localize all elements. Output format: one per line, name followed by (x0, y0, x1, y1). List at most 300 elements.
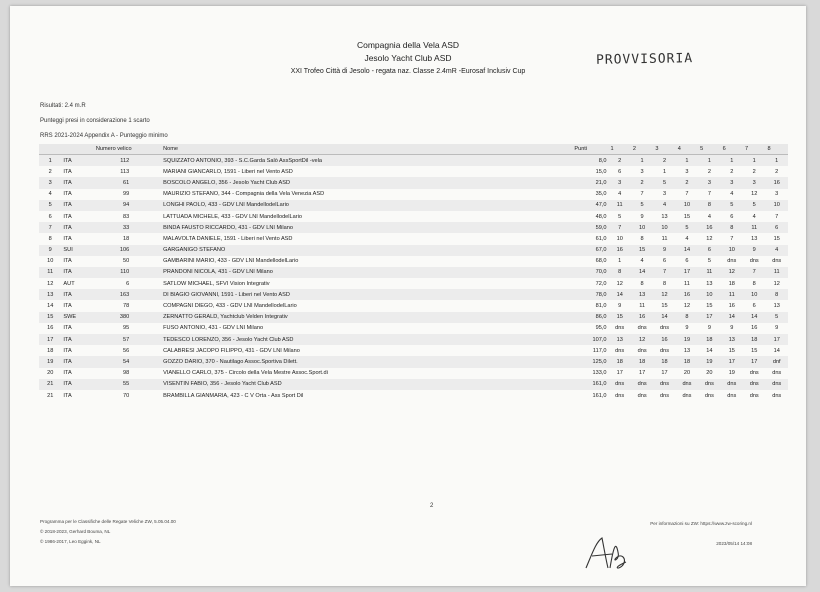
nation-cell: ITA (61, 267, 93, 278)
race-7-cell: 7 (743, 267, 765, 278)
race-7-cell: 6 (743, 300, 765, 311)
race-2-cell: 2 (631, 177, 653, 188)
footer-info-link: Per informazioni su ZW: https://www.zw-scoring.nl (650, 521, 752, 526)
race-5-cell: 17 (698, 312, 720, 323)
race-2-cell: 14 (631, 267, 653, 278)
points-cell: 133,0 (572, 368, 608, 379)
nation-cell: ITA (61, 300, 93, 311)
race-3-cell: 17 (653, 368, 675, 379)
position-cell: 4 (39, 189, 61, 200)
nation-cell: ITA (61, 222, 93, 233)
table-row (39, 323, 788, 334)
race-5-cell: 2 (698, 166, 720, 177)
race-8-cell: 16 (765, 177, 788, 188)
race-6-cell: 4 (721, 189, 743, 200)
race-2-cell: 15 (631, 245, 653, 256)
points-cell: 59,0 (572, 222, 608, 233)
position-cell: 2 (39, 166, 61, 177)
spacer-cell (131, 166, 161, 177)
sail-number-cell: 6 (94, 278, 131, 289)
race-7-cell: dns (743, 368, 765, 379)
table-row (39, 245, 788, 256)
points-cell: 48,0 (572, 211, 608, 222)
name-cell: GOZZO DARIO, 370 - Nautilago Assoc.Sportiva Dilett. (161, 356, 572, 367)
race-6-cell: 14 (721, 312, 743, 323)
race-8-cell: 12 (765, 278, 788, 289)
signature (582, 534, 642, 574)
race-5-cell: 16 (698, 222, 720, 233)
footer-copyright-2: © 1986-2017, Leo Eggink, NL (40, 539, 101, 544)
race-6-cell: 7 (721, 233, 743, 244)
spacer-cell (131, 390, 161, 401)
spacer-cell (131, 368, 161, 379)
race-5-cell: 14 (698, 345, 720, 356)
race-2-cell: 8 (631, 278, 653, 289)
race-5-cell: 3 (698, 177, 720, 188)
race-3-cell: dns (653, 345, 675, 356)
race-4-cell: dns (676, 379, 698, 390)
race-5-cell: 11 (698, 267, 720, 278)
race-1-cell: dns (608, 390, 630, 401)
race-7-cell: 11 (743, 222, 765, 233)
race-6-cell: 13 (721, 334, 743, 345)
spacer-cell (131, 300, 161, 311)
race-2-cell: dns (631, 379, 653, 390)
name-cell: GARGANIGO STEFANO (161, 245, 572, 256)
race-7-cell: dns (743, 256, 765, 267)
race-4-cell: 14 (676, 245, 698, 256)
nation-cell: ITA (61, 233, 93, 244)
race-1-cell: 10 (608, 233, 630, 244)
header-race-3: 3 (653, 144, 675, 155)
name-cell: LONGHI PAOLO, 433 - GDV LNI MandellodelLario (161, 200, 572, 211)
nation-cell: ITA (61, 390, 93, 401)
nation-cell: ITA (61, 368, 93, 379)
race-6-cell: 9 (721, 323, 743, 334)
spacer-cell (131, 278, 161, 289)
race-4-cell: 2 (676, 177, 698, 188)
table-row (39, 155, 788, 167)
points-cell: 70,0 (572, 267, 608, 278)
header-race-7: 7 (743, 144, 765, 155)
race-1-cell: 3 (608, 177, 630, 188)
race-5-cell: dns (698, 379, 720, 390)
race-4-cell: 4 (676, 233, 698, 244)
race-1-cell: 16 (608, 245, 630, 256)
race-7-cell: 15 (743, 345, 765, 356)
name-cell: VIANELLO CARLO, 375 - Circolo della Vela Mestre Assoc.Sport.di (161, 368, 572, 379)
race-7-cell: 9 (743, 245, 765, 256)
sail-number-cell: 113 (94, 166, 131, 177)
race-6-cell: 10 (721, 245, 743, 256)
position-cell: 7 (39, 222, 61, 233)
club-title: Compagnia della Vela ASD (356, 40, 460, 50)
race-6-cell: 6 (721, 211, 743, 222)
results-table (39, 144, 788, 401)
spacer-cell (131, 323, 161, 334)
race-3-cell: 7 (653, 267, 675, 278)
race-8-cell: dns (765, 256, 788, 267)
footer-timestamp: 2023/05/14 14:08 (716, 541, 752, 546)
race-1-cell: dns (608, 323, 630, 334)
race-8-cell: dns (765, 368, 788, 379)
race-3-cell: dns (653, 323, 675, 334)
sail-number-cell: 33 (94, 222, 131, 233)
header-race-8: 8 (765, 144, 788, 155)
race-7-cell: dns (743, 379, 765, 390)
race-8-cell: 15 (765, 233, 788, 244)
table-row (39, 289, 788, 300)
sail-number-cell: 83 (94, 211, 131, 222)
header-pos (39, 144, 61, 155)
sail-number-cell: 380 (94, 312, 131, 323)
race-1-cell: 5 (608, 211, 630, 222)
nation-cell: ITA (61, 256, 93, 267)
race-7-cell: 18 (743, 334, 765, 345)
points-cell: 68,0 (572, 256, 608, 267)
document-page (10, 6, 806, 586)
race-5-cell: dns (698, 390, 720, 401)
sail-number-cell: 163 (94, 289, 131, 300)
race-3-cell: 11 (653, 233, 675, 244)
race-4-cell: 20 (676, 368, 698, 379)
race-4-cell: 19 (676, 334, 698, 345)
table-row (39, 233, 788, 244)
race-8-cell: 7 (765, 211, 788, 222)
race-7-cell: 10 (743, 289, 765, 300)
points-cell: 15,0 (572, 166, 608, 177)
race-1-cell: 12 (608, 278, 630, 289)
race-8-cell: dns (765, 379, 788, 390)
race-2-cell: 9 (631, 211, 653, 222)
sail-number-cell: 50 (94, 256, 131, 267)
table-row (39, 189, 788, 200)
race-6-cell: 3 (721, 177, 743, 188)
sail-number-cell: 98 (94, 368, 131, 379)
race-6-cell: 15 (721, 345, 743, 356)
footer-copyright-1: © 2018-2023, Gerhard Bouma, NL (40, 529, 111, 534)
spacer-cell (131, 267, 161, 278)
race-2-cell: 7 (631, 189, 653, 200)
points-cell: 35,0 (572, 189, 608, 200)
results-class: Risultati: 2.4 m.R (40, 103, 86, 109)
race-6-cell: 18 (721, 278, 743, 289)
name-cell: SATLOW MICHAEL, SFVI Vision Integrativ (161, 278, 572, 289)
race-7-cell: 1 (743, 155, 765, 167)
race-4-cell: 5 (676, 222, 698, 233)
points-cell: 8,0 (572, 155, 608, 167)
name-cell: MALAVOLTA DANIELE, 1591 - Liberi nel Vento ASD (161, 233, 572, 244)
name-cell: LATTUADA MICHELE, 433 - GDV LNI MandellodelLario (161, 211, 572, 222)
race-7-cell: 3 (743, 177, 765, 188)
points-cell: 81,0 (572, 300, 608, 311)
sail-number-cell: 18 (94, 233, 131, 244)
race-2-cell: 5 (631, 200, 653, 211)
spacer-cell (131, 312, 161, 323)
name-cell: MAURIZIO STEFANO, 344 - Compagnia della Vela Venezia ASD (161, 189, 572, 200)
spacer-cell (131, 200, 161, 211)
nation-cell: ITA (61, 345, 93, 356)
race-1-cell: 7 (608, 222, 630, 233)
race-5-cell: 15 (698, 300, 720, 311)
race-3-cell: 8 (653, 278, 675, 289)
header-race-4: 4 (676, 144, 698, 155)
nation-cell: ITA (61, 323, 93, 334)
race-8-cell: 2 (765, 166, 788, 177)
points-cell: 61,0 (572, 233, 608, 244)
race-5-cell: 1 (698, 155, 720, 167)
points-cell: 107,0 (572, 334, 608, 345)
race-5-cell: 13 (698, 278, 720, 289)
table-row (39, 379, 788, 390)
race-7-cell: 5 (743, 200, 765, 211)
name-cell: GAMBARINI MARIO, 433 - GDV LNI MandellodelLario (161, 256, 572, 267)
race-2-cell: 1 (631, 155, 653, 167)
race-3-cell: 2 (653, 155, 675, 167)
position-cell: 10 (39, 256, 61, 267)
race-6-cell: 5 (721, 200, 743, 211)
nation-cell: SWE (61, 312, 93, 323)
race-8-cell: dns (765, 390, 788, 401)
header-nat (61, 144, 93, 155)
sail-number-cell: 99 (94, 189, 131, 200)
sail-number-cell: 112 (94, 155, 131, 167)
race-5-cell: 8 (698, 200, 720, 211)
race-1-cell: 15 (608, 312, 630, 323)
spacer-cell (131, 177, 161, 188)
race-8-cell: dnf (765, 356, 788, 367)
header-points: Punti (572, 144, 608, 155)
spacer-cell (131, 334, 161, 345)
race-4-cell: 9 (676, 323, 698, 334)
name-cell: COMPAGNI DIEGO, 433 - GDV LNI MandellodelLario (161, 300, 572, 311)
sail-number-cell: 78 (94, 300, 131, 311)
race-3-cell: 5 (653, 177, 675, 188)
race-3-cell: 15 (653, 300, 675, 311)
race-8-cell: 11 (765, 267, 788, 278)
header-race-5: 5 (698, 144, 720, 155)
race-2-cell: 8 (631, 233, 653, 244)
points-cell: 161,0 (572, 390, 608, 401)
sail-number-cell: 70 (94, 390, 131, 401)
spacer-cell (131, 211, 161, 222)
name-cell: BRAMBILLA GIANMARIA, 423 - C V Orta - Ass Sport Dil (161, 390, 572, 401)
race-4-cell: 11 (676, 278, 698, 289)
race-1-cell: 8 (608, 267, 630, 278)
race-1-cell: 1 (608, 256, 630, 267)
race-7-cell: 4 (743, 211, 765, 222)
race-2-cell: 16 (631, 312, 653, 323)
sail-number-cell: 54 (94, 356, 131, 367)
race-6-cell: 8 (721, 222, 743, 233)
points-cell: 95,0 (572, 323, 608, 334)
nation-cell: ITA (61, 334, 93, 345)
race-4-cell: 16 (676, 289, 698, 300)
points-cell: 47,0 (572, 200, 608, 211)
race-2-cell: 10 (631, 222, 653, 233)
header-name: Nome (161, 144, 572, 155)
race-1-cell: 14 (608, 289, 630, 300)
race-3-cell: dns (653, 379, 675, 390)
table-row (39, 200, 788, 211)
race-8-cell: 10 (765, 200, 788, 211)
race-1-cell: 2 (608, 155, 630, 167)
nation-cell: ITA (61, 166, 93, 177)
race-3-cell: 12 (653, 289, 675, 300)
table-row (39, 267, 788, 278)
race-5-cell: 12 (698, 233, 720, 244)
points-cell: 125,0 (572, 356, 608, 367)
points-cell: 67,0 (572, 245, 608, 256)
race-5-cell: 19 (698, 356, 720, 367)
sail-number-cell: 94 (94, 200, 131, 211)
table-row (39, 300, 788, 311)
points-cell: 161,0 (572, 379, 608, 390)
race-4-cell: dns (676, 390, 698, 401)
race-8-cell: 13 (765, 300, 788, 311)
position-cell: 21 (39, 379, 61, 390)
race-7-cell: 12 (743, 189, 765, 200)
race-5-cell: 5 (698, 256, 720, 267)
race-3-cell: 9 (653, 245, 675, 256)
nation-cell: ITA (61, 211, 93, 222)
nation-cell: ITA (61, 189, 93, 200)
race-8-cell: 6 (765, 222, 788, 233)
race-3-cell: 1 (653, 166, 675, 177)
race-7-cell: 13 (743, 233, 765, 244)
footer-program: Programma per le Classifiche delle Regate Veliche ZW, 5.05.04.00 (40, 519, 176, 524)
sail-number-cell: 55 (94, 379, 131, 390)
spacer-cell (131, 256, 161, 267)
position-cell: 14 (39, 300, 61, 311)
event-title: XXI Trofeo Città di Jesolo - regata naz. Classe 2.4mR -Eurosaf Inclusiv Cup (290, 68, 526, 75)
header-sail-number: Numero velico (94, 144, 161, 155)
spacer-cell (131, 289, 161, 300)
page-number: 2 (430, 503, 434, 509)
spacer-cell (131, 379, 161, 390)
race-3-cell: 6 (653, 256, 675, 267)
points-cell: 86,0 (572, 312, 608, 323)
position-cell: 6 (39, 211, 61, 222)
table-row (39, 368, 788, 379)
position-cell: 16 (39, 323, 61, 334)
race-7-cell: 14 (743, 312, 765, 323)
name-cell: SQUIZZATO ANTONIO, 393 - S.C.Garda Salò AssSportDil -vela (161, 155, 572, 167)
table-row (39, 390, 788, 401)
race-6-cell: 17 (721, 356, 743, 367)
race-1-cell: 9 (608, 300, 630, 311)
race-5-cell: 6 (698, 245, 720, 256)
sail-number-cell: 61 (94, 177, 131, 188)
race-1-cell: 13 (608, 334, 630, 345)
race-1-cell: 17 (608, 368, 630, 379)
points-cell: 72,0 (572, 278, 608, 289)
table-row (39, 356, 788, 367)
race-8-cell: 9 (765, 323, 788, 334)
race-8-cell: 5 (765, 312, 788, 323)
race-6-cell: dns (721, 256, 743, 267)
provisional-stamp: PROVVISORIA (595, 51, 694, 68)
nation-cell: ITA (61, 155, 93, 167)
race-3-cell: 3 (653, 189, 675, 200)
race-2-cell: dns (631, 345, 653, 356)
race-7-cell: 2 (743, 166, 765, 177)
position-cell: 11 (39, 267, 61, 278)
position-cell: 1 (39, 155, 61, 167)
name-cell: DI BIAGIO GIOVANNI, 1591 - Liberi nel Vento ASD (161, 289, 572, 300)
sail-number-cell: 56 (94, 345, 131, 356)
race-7-cell: 17 (743, 356, 765, 367)
race-6-cell: 1 (721, 155, 743, 167)
race-3-cell: 10 (653, 222, 675, 233)
race-6-cell: dns (721, 379, 743, 390)
position-cell: 3 (39, 177, 61, 188)
name-cell: VISENTIN FABIO, 356 - Jesolo Yacht Club ASD (161, 379, 572, 390)
header-race-1: 1 (608, 144, 630, 155)
spacer-cell (131, 189, 161, 200)
nation-cell: ITA (61, 289, 93, 300)
race-5-cell: 7 (698, 189, 720, 200)
position-cell: 20 (39, 368, 61, 379)
name-cell: ZERNATTO GERALD, Yachtclub Velden Integrativ (161, 312, 572, 323)
race-4-cell: 1 (676, 155, 698, 167)
table-row (39, 222, 788, 233)
race-1-cell: dns (608, 379, 630, 390)
race-8-cell: 1 (765, 155, 788, 167)
table-row (39, 278, 788, 289)
race-5-cell: 9 (698, 323, 720, 334)
race-2-cell: 3 (631, 166, 653, 177)
race-2-cell: dns (631, 390, 653, 401)
race-6-cell: 2 (721, 166, 743, 177)
rules-note: RRS 2021-2024 Appendix A - Punteggio minimo (40, 133, 168, 139)
race-1-cell: dns (608, 345, 630, 356)
race-3-cell: 13 (653, 211, 675, 222)
race-1-cell: 11 (608, 200, 630, 211)
header-race-2: 2 (631, 144, 653, 155)
table-row (39, 312, 788, 323)
table-row (39, 256, 788, 267)
discards-note: Punteggi presi in considerazione 1 scarto (40, 118, 150, 124)
spacer-cell (131, 356, 161, 367)
race-7-cell: dns (743, 390, 765, 401)
points-cell: 117,0 (572, 345, 608, 356)
points-cell: 78,0 (572, 289, 608, 300)
name-cell: FUSO ANTONIO, 431 - GDV LNI Milano (161, 323, 572, 334)
race-1-cell: 18 (608, 356, 630, 367)
race-4-cell: 13 (676, 345, 698, 356)
race-4-cell: 15 (676, 211, 698, 222)
race-7-cell: 8 (743, 278, 765, 289)
position-cell: 12 (39, 278, 61, 289)
sail-number-cell: 57 (94, 334, 131, 345)
race-2-cell: 11 (631, 300, 653, 311)
race-8-cell: 14 (765, 345, 788, 356)
name-cell: BINDA FAUSTO RICCARDO, 431 - GDV LNI Milano (161, 222, 572, 233)
race-4-cell: 10 (676, 200, 698, 211)
table-row (39, 345, 788, 356)
race-8-cell: 17 (765, 334, 788, 345)
race-3-cell: 18 (653, 356, 675, 367)
table-row (39, 211, 788, 222)
race-3-cell: 14 (653, 312, 675, 323)
race-6-cell: 11 (721, 289, 743, 300)
nation-cell: SUI (61, 245, 93, 256)
position-cell: 8 (39, 233, 61, 244)
header-race-6: 6 (721, 144, 743, 155)
name-cell: TEDESCO LORENZO, 356 - Jesolo Yacht Club ASD (161, 334, 572, 345)
nation-cell: ITA (61, 379, 93, 390)
